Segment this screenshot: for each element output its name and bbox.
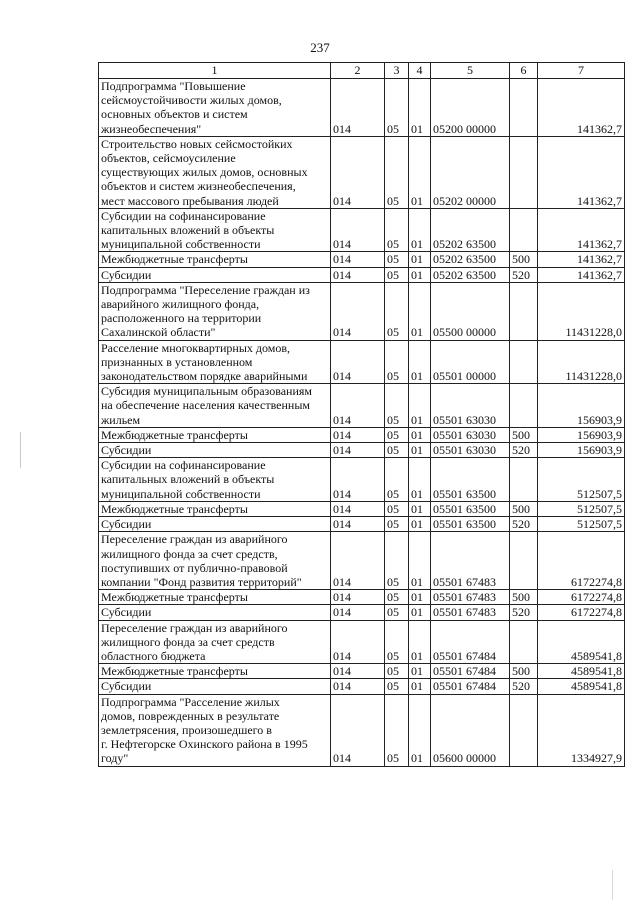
cell-amount: 6172274,8 [538,605,625,620]
cell-section: 05 [385,532,409,590]
cell-section: 05 [385,340,409,384]
cell-amount: 11431228,0 [538,282,625,340]
cell-name: Подпрограмма "Повышение сейсмоустойчивости жилых домов, основных объектов и систем жизнеобеспечения" [99,79,331,137]
cell-type [510,136,538,208]
cell-section: 05 [385,694,409,766]
table-row [99,282,625,340]
cell-amount: 4589541,8 [538,679,625,694]
table-row [99,517,625,532]
cell-subsection: 01 [409,517,431,532]
cell-section: 05 [385,620,409,664]
cell-section: 05 [385,443,409,458]
cell-name: Межбюджетные трансферты [99,427,331,442]
cell-name: Субсидии [99,605,331,620]
cell-section: 05 [385,252,409,267]
cell-target: 05501 67483 [431,532,510,590]
cell-amount: 1334927,9 [538,694,625,766]
cell-target: 05501 67483 [431,605,510,620]
cell-type: 520 [510,267,538,282]
cell-type: 520 [510,679,538,694]
cell-section: 05 [385,267,409,282]
cell-name: Субсидии [99,443,331,458]
cell-code: 014 [331,458,385,502]
cell-code: 014 [331,340,385,384]
table-body [99,79,625,767]
cell-code: 014 [331,620,385,664]
cell-target: 05501 63030 [431,443,510,458]
table-row [99,384,625,428]
cell-target: 05500 00000 [431,282,510,340]
cell-name: Межбюджетные трансферты [99,664,331,679]
table-row [99,136,625,208]
table-row [99,267,625,282]
cell-section: 05 [385,384,409,428]
cell-name: Субсидии на софинансирование капитальных вложений в объекты муниципальной собственности [99,208,331,252]
cell-section: 05 [385,79,409,137]
cell-code: 014 [331,679,385,694]
cell-subsection: 01 [409,79,431,137]
cell-code: 014 [331,282,385,340]
cell-target: 05200 00000 [431,79,510,137]
cell-subsection: 01 [409,427,431,442]
table-row [99,590,625,605]
cell-code: 014 [331,384,385,428]
cell-code: 014 [331,517,385,532]
cell-type: 520 [510,517,538,532]
table-row [99,443,625,458]
cell-code: 014 [331,208,385,252]
cell-amount: 6172274,8 [538,532,625,590]
cell-amount: 156903,9 [538,384,625,428]
cell-type [510,282,538,340]
column-header: 3 [385,63,409,79]
table-row [99,427,625,442]
cell-subsection: 01 [409,384,431,428]
cell-code: 014 [331,501,385,516]
cell-type [510,532,538,590]
scan-edge-mark [612,870,613,900]
cell-target: 05600 00000 [431,694,510,766]
cell-amount: 156903,9 [538,427,625,442]
cell-name: Межбюджетные трансферты [99,252,331,267]
cell-subsection: 01 [409,136,431,208]
cell-target: 05501 67484 [431,679,510,694]
table-row [99,664,625,679]
cell-name: Подпрограмма "Переселение граждан из аварийного жилищного фонда, расположенного на территории Сахалинской области" [99,282,331,340]
cell-code: 014 [331,267,385,282]
table-row [99,79,625,137]
cell-name: Переселение граждан из аварийного жилищного фонда за счет средств, поступивших от публично-правовой компании "Фонд развития территорий" [99,532,331,590]
cell-name: Строительство новых сейсмостойких объектов, сейсмоусиление существующих жилых домов, основных объектов и систем жизнеобеспечения, мест массового пребывания людей [99,136,331,208]
column-header: 4 [409,63,431,79]
cell-type [510,384,538,428]
cell-code: 014 [331,252,385,267]
cell-code: 014 [331,590,385,605]
cell-type: 500 [510,590,538,605]
cell-subsection: 01 [409,532,431,590]
cell-code: 014 [331,443,385,458]
cell-amount: 156903,9 [538,443,625,458]
cell-section: 05 [385,427,409,442]
cell-amount: 512507,5 [538,501,625,516]
cell-target: 05202 63500 [431,208,510,252]
cell-subsection: 01 [409,590,431,605]
cell-code: 014 [331,694,385,766]
cell-type [510,458,538,502]
cell-amount: 141362,7 [538,208,625,252]
cell-target: 05501 63500 [431,517,510,532]
cell-subsection: 01 [409,252,431,267]
table-header-row [99,63,625,79]
cell-type: 500 [510,427,538,442]
cell-section: 05 [385,458,409,502]
cell-code: 014 [331,605,385,620]
cell-amount: 141362,7 [538,79,625,137]
cell-subsection: 01 [409,501,431,516]
cell-code: 014 [331,664,385,679]
table-row [99,340,625,384]
cell-section: 05 [385,664,409,679]
table-row [99,679,625,694]
cell-target: 05501 67484 [431,620,510,664]
cell-amount: 141362,7 [538,267,625,282]
cell-subsection: 01 [409,267,431,282]
table-row [99,252,625,267]
cell-subsection: 01 [409,664,431,679]
cell-section: 05 [385,679,409,694]
column-header: 2 [331,63,385,79]
cell-amount: 512507,5 [538,458,625,502]
cell-subsection: 01 [409,458,431,502]
cell-name: Межбюджетные трансферты [99,590,331,605]
cell-subsection: 01 [409,208,431,252]
cell-code: 014 [331,136,385,208]
cell-name: Субсидии [99,679,331,694]
cell-subsection: 01 [409,679,431,694]
table-row [99,605,625,620]
cell-code: 014 [331,79,385,137]
cell-target: 05501 63030 [431,427,510,442]
cell-name: Субсидии [99,517,331,532]
cell-section: 05 [385,501,409,516]
cell-code: 014 [331,427,385,442]
cell-subsection: 01 [409,694,431,766]
cell-target: 05202 00000 [431,136,510,208]
budget-table [98,62,625,767]
cell-target: 05501 63030 [431,384,510,428]
page-number: 237 [310,40,330,55]
column-header: 1 [99,63,331,79]
cell-type: 500 [510,501,538,516]
cell-target: 05202 63500 [431,267,510,282]
cell-amount: 4589541,8 [538,620,625,664]
cell-type: 500 [510,252,538,267]
cell-type: 520 [510,605,538,620]
cell-type [510,208,538,252]
cell-target: 05501 63500 [431,501,510,516]
cell-name: Субсидии на софинансирование капитальных вложений в объекты муниципальной собственности [99,458,331,502]
table-row [99,208,625,252]
cell-type [510,620,538,664]
cell-type [510,694,538,766]
cell-name: Субсидия муниципальным образованиям на обеспечение населения качественным жильем [99,384,331,428]
cell-section: 05 [385,517,409,532]
cell-amount: 6172274,8 [538,590,625,605]
cell-subsection: 01 [409,340,431,384]
cell-target: 05501 00000 [431,340,510,384]
cell-amount: 512507,5 [538,517,625,532]
cell-section: 05 [385,282,409,340]
cell-amount: 4589541,8 [538,664,625,679]
table-row [99,532,625,590]
cell-amount: 141362,7 [538,252,625,267]
cell-subsection: 01 [409,620,431,664]
cell-section: 05 [385,136,409,208]
cell-amount: 141362,7 [538,136,625,208]
cell-subsection: 01 [409,282,431,340]
column-header: 5 [431,63,510,79]
cell-name: Расселение многоквартирных домов, признанных в установленном законодательством порядке аварийными [99,340,331,384]
table-row [99,458,625,502]
cell-target: 05202 63500 [431,252,510,267]
cell-section: 05 [385,208,409,252]
cell-amount: 11431228,0 [538,340,625,384]
cell-code: 014 [331,532,385,590]
cell-subsection: 01 [409,605,431,620]
cell-name: Переселение граждан из аварийного жилищного фонда за счет средств областного бюджета [99,620,331,664]
cell-name: Межбюджетные трансферты [99,501,331,516]
table-row [99,501,625,516]
column-header: 7 [538,63,625,79]
cell-target: 05501 67484 [431,664,510,679]
cell-target: 05501 67483 [431,590,510,605]
cell-type [510,79,538,137]
cell-section: 05 [385,605,409,620]
cell-section: 05 [385,590,409,605]
cell-name: Подпрограмма "Расселение жилых домов, поврежденных в результате землетрясения, произошедшего в г. Нефтегорске Охинского района в 1995 году" [99,694,331,766]
cell-type: 500 [510,664,538,679]
cell-name: Субсидии [99,267,331,282]
cell-type [510,340,538,384]
cell-target: 05501 63500 [431,458,510,502]
table-row [99,620,625,664]
cell-subsection: 01 [409,443,431,458]
cell-type: 520 [510,443,538,458]
column-header: 6 [510,63,538,79]
scan-edge-mark [20,432,21,468]
table-row [99,694,625,766]
